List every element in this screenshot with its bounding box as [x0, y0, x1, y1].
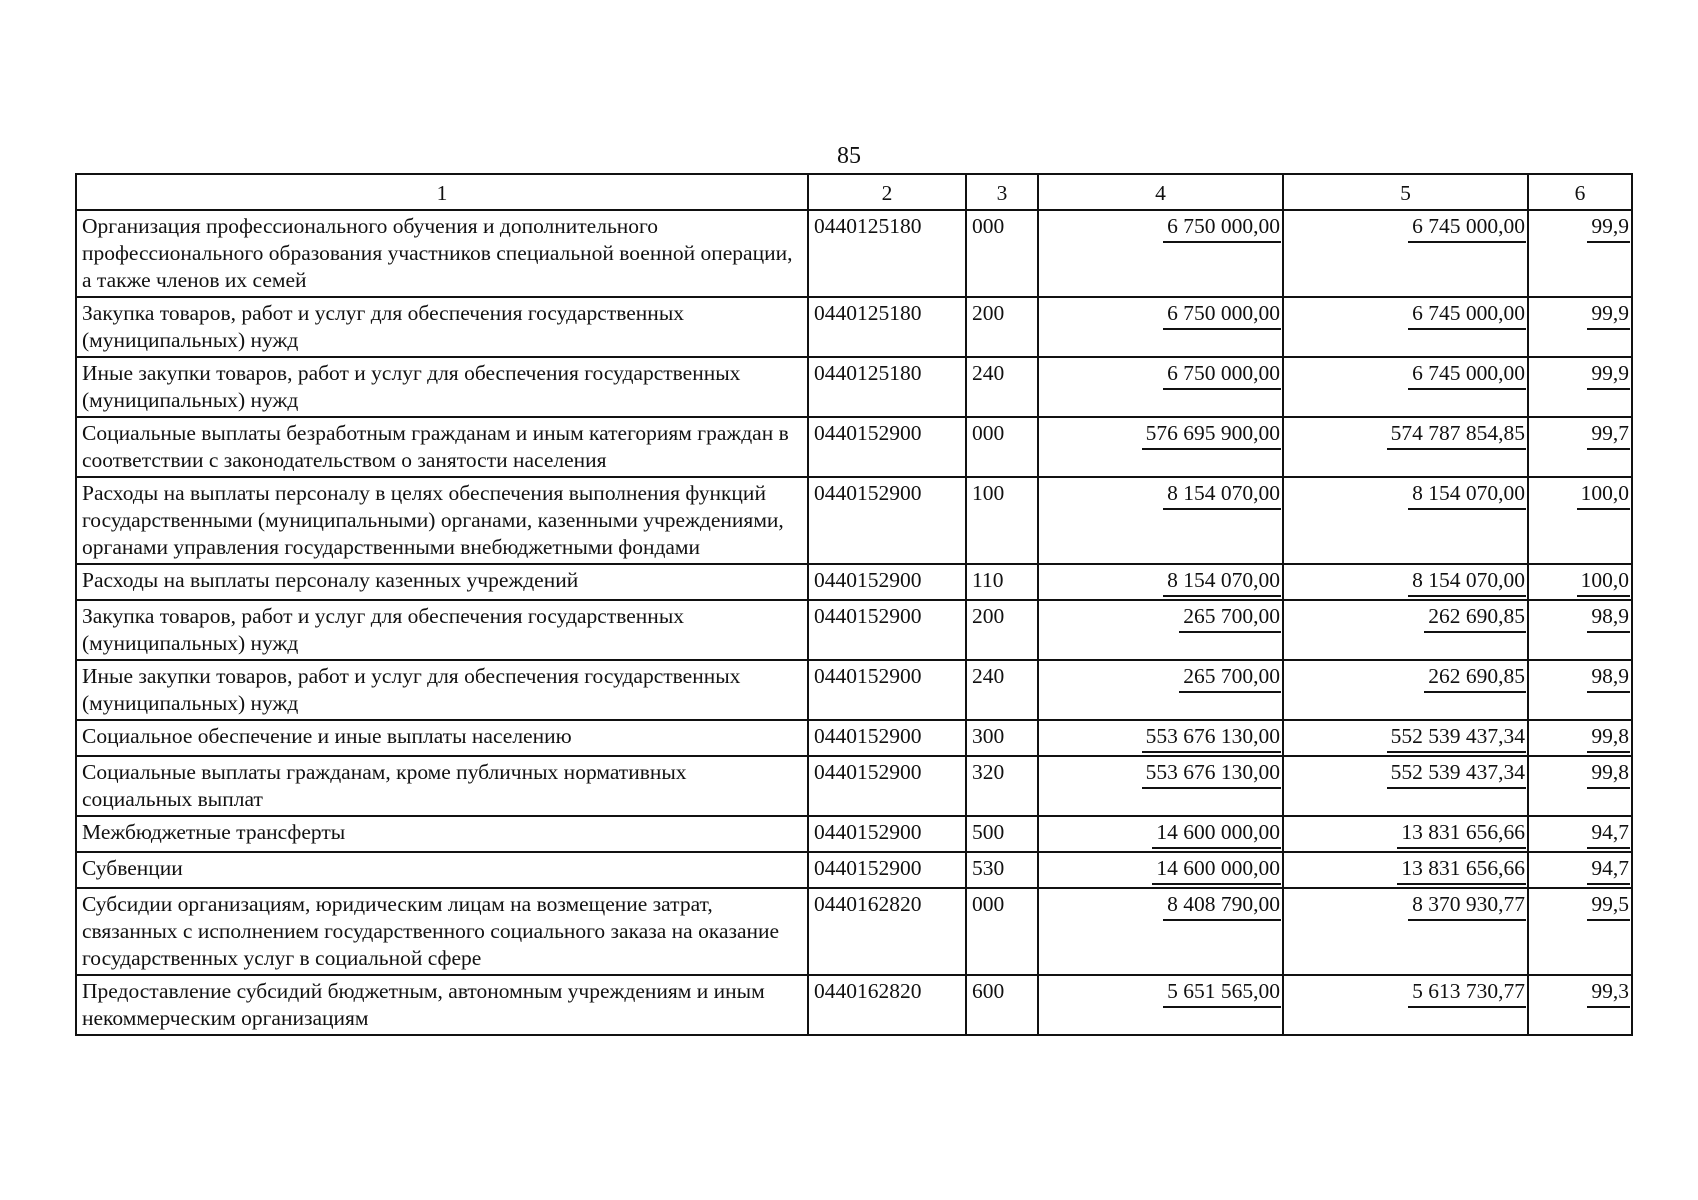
header-col-3: 3 [966, 174, 1038, 210]
table-row [76, 756, 1632, 816]
row-code-cell: 0440162820 [808, 888, 966, 975]
row-plan-cell-value: 265 700,00 [1179, 663, 1281, 693]
row-expense-type-cell: 000 [966, 417, 1038, 477]
row-percent-cell [1528, 357, 1632, 417]
row-name-cell: Субсидии организациям, юридическим лицам на возмещение затрат, связанных с исполнением государственного социального заказа на оказание государственных услуг в социальной сфере [76, 888, 808, 975]
row-percent-cell [1528, 720, 1632, 756]
row-fact-cell-value: 8 370 930,77 [1408, 891, 1526, 921]
row-expense-type-cell: 300 [966, 720, 1038, 756]
row-fact-cell-value: 552 539 437,34 [1387, 723, 1526, 753]
row-plan-cell-value: 5 651 565,00 [1163, 978, 1281, 1008]
row-plan-cell-value: 553 676 130,00 [1142, 759, 1281, 789]
row-plan-cell [1038, 888, 1283, 975]
table-row [76, 477, 1632, 564]
row-percent-cell-value: 100,0 [1577, 567, 1630, 597]
row-percent-cell [1528, 660, 1632, 720]
row-code-cell: 0440152900 [808, 660, 966, 720]
row-percent-cell [1528, 297, 1632, 357]
row-expense-type-cell: 500 [966, 816, 1038, 852]
table-row [76, 816, 1632, 852]
row-plan-cell-value: 553 676 130,00 [1142, 723, 1281, 753]
row-plan-cell-value: 14 600 000,00 [1152, 819, 1281, 849]
row-expense-type-cell: 240 [966, 357, 1038, 417]
row-fact-cell [1283, 756, 1528, 816]
row-expense-type-cell: 200 [966, 297, 1038, 357]
row-name-cell: Межбюджетные трансферты [76, 816, 808, 852]
row-percent-cell [1528, 417, 1632, 477]
row-expense-type-cell: 200 [966, 600, 1038, 660]
row-plan-cell [1038, 297, 1283, 357]
table-row [76, 417, 1632, 477]
row-percent-cell [1528, 852, 1632, 888]
row-plan-cell [1038, 816, 1283, 852]
row-fact-cell [1283, 816, 1528, 852]
row-percent-cell [1528, 477, 1632, 564]
row-code-cell: 0440152900 [808, 600, 966, 660]
row-expense-type-cell: 240 [966, 660, 1038, 720]
row-percent-cell-value: 98,9 [1587, 663, 1630, 693]
page-number: 85 [837, 143, 861, 169]
row-fact-cell-value: 6 745 000,00 [1408, 213, 1526, 243]
row-fact-cell [1283, 600, 1528, 660]
row-percent-cell-value: 94,7 [1587, 855, 1630, 885]
row-percent-cell-value: 99,9 [1587, 300, 1630, 330]
row-name-cell: Социальное обеспечение и иные выплаты населению [76, 720, 808, 756]
header-col-4: 4 [1038, 174, 1283, 210]
row-code-cell: 0440152900 [808, 477, 966, 564]
row-percent-cell-value: 99,9 [1587, 213, 1630, 243]
row-fact-cell [1283, 852, 1528, 888]
row-fact-cell-value: 8 154 070,00 [1408, 567, 1526, 597]
table-row [76, 660, 1632, 720]
row-expense-type-cell: 000 [966, 888, 1038, 975]
row-name-cell: Расходы на выплаты персоналу в целях обеспечения выполнения функций государственными (муниципальными) органами, казенными учреждениями, органами управления государственными внебюджетными фондами [76, 477, 808, 564]
row-percent-cell-value: 94,7 [1587, 819, 1630, 849]
row-fact-cell-value: 262 690,85 [1424, 603, 1526, 633]
row-fact-cell-value: 574 787 854,85 [1387, 420, 1526, 450]
row-fact-cell [1283, 210, 1528, 297]
row-percent-cell [1528, 816, 1632, 852]
table-row [76, 888, 1632, 975]
row-code-cell: 0440125180 [808, 210, 966, 297]
row-name-cell: Организация профессионального обучения и дополнительного профессионального образования участников специальной военной операции, а также членов их семей [76, 210, 808, 297]
row-plan-cell [1038, 720, 1283, 756]
row-expense-type-cell: 530 [966, 852, 1038, 888]
row-percent-cell-value: 98,9 [1587, 603, 1630, 633]
row-fact-cell-value: 8 154 070,00 [1408, 480, 1526, 510]
row-plan-cell-value: 265 700,00 [1179, 603, 1281, 633]
row-percent-cell-value: 100,0 [1577, 480, 1630, 510]
row-plan-cell [1038, 660, 1283, 720]
row-plan-cell-value: 6 750 000,00 [1163, 360, 1281, 390]
row-expense-type-cell: 320 [966, 756, 1038, 816]
table-row [76, 210, 1632, 297]
table-row [76, 975, 1632, 1035]
row-plan-cell-value: 8 154 070,00 [1163, 567, 1281, 597]
row-code-cell: 0440152900 [808, 756, 966, 816]
table-row [76, 720, 1632, 756]
row-plan-cell [1038, 477, 1283, 564]
row-fact-cell-value: 6 745 000,00 [1408, 360, 1526, 390]
row-name-cell: Расходы на выплаты персоналу казенных учреждений [76, 564, 808, 600]
row-name-cell: Социальные выплаты безработным гражданам и иным категориям граждан в соответствии с законодательством о занятости населения [76, 417, 808, 477]
row-plan-cell [1038, 600, 1283, 660]
header-col-5: 5 [1283, 174, 1528, 210]
row-percent-cell-value: 99,7 [1587, 420, 1630, 450]
row-code-cell: 0440125180 [808, 297, 966, 357]
row-expense-type-cell: 600 [966, 975, 1038, 1035]
row-percent-cell-value: 99,8 [1587, 759, 1630, 789]
row-plan-cell-value: 8 154 070,00 [1163, 480, 1281, 510]
row-code-cell: 0440152900 [808, 417, 966, 477]
row-fact-cell-value: 5 613 730,77 [1408, 978, 1526, 1008]
table-row [76, 297, 1632, 357]
row-plan-cell [1038, 357, 1283, 417]
table-body [76, 210, 1632, 1035]
row-percent-cell [1528, 600, 1632, 660]
row-percent-cell [1528, 975, 1632, 1035]
row-plan-cell [1038, 756, 1283, 816]
row-expense-type-cell: 100 [966, 477, 1038, 564]
table-row [76, 564, 1632, 600]
row-code-cell: 0440152900 [808, 852, 966, 888]
header-col-1: 1 [76, 174, 808, 210]
row-percent-cell-value: 99,9 [1587, 360, 1630, 390]
row-fact-cell-value: 262 690,85 [1424, 663, 1526, 693]
row-percent-cell-value: 99,8 [1587, 723, 1630, 753]
row-percent-cell [1528, 888, 1632, 975]
row-fact-cell [1283, 564, 1528, 600]
row-plan-cell [1038, 564, 1283, 600]
row-fact-cell [1283, 720, 1528, 756]
row-fact-cell-value: 13 831 656,66 [1397, 855, 1526, 885]
row-percent-cell-value: 99,3 [1587, 978, 1630, 1008]
row-fact-cell [1283, 297, 1528, 357]
row-fact-cell [1283, 357, 1528, 417]
row-fact-cell [1283, 477, 1528, 564]
row-expense-type-cell: 000 [966, 210, 1038, 297]
row-fact-cell [1283, 888, 1528, 975]
header-col-2: 2 [808, 174, 966, 210]
table-row [76, 852, 1632, 888]
row-code-cell: 0440152900 [808, 564, 966, 600]
row-name-cell: Закупка товаров, работ и услуг для обеспечения государственных (муниципальных) нужд [76, 297, 808, 357]
row-name-cell: Субвенции [76, 852, 808, 888]
row-plan-cell [1038, 210, 1283, 297]
row-percent-cell-value: 99,5 [1587, 891, 1630, 921]
row-code-cell: 0440162820 [808, 975, 966, 1035]
row-name-cell: Иные закупки товаров, работ и услуг для обеспечения государственных (муниципальных) нужд [76, 357, 808, 417]
row-plan-cell-value: 6 750 000,00 [1163, 300, 1281, 330]
row-code-cell: 0440125180 [808, 357, 966, 417]
table-row [76, 600, 1632, 660]
row-fact-cell-value: 13 831 656,66 [1397, 819, 1526, 849]
row-code-cell: 0440152900 [808, 720, 966, 756]
row-name-cell: Социальные выплаты гражданам, кроме публичных нормативных социальных выплат [76, 756, 808, 816]
row-plan-cell [1038, 975, 1283, 1035]
row-plan-cell [1038, 417, 1283, 477]
row-code-cell: 0440152900 [808, 816, 966, 852]
row-expense-type-cell: 110 [966, 564, 1038, 600]
row-fact-cell-value: 6 745 000,00 [1408, 300, 1526, 330]
header-row [76, 174, 1632, 210]
row-percent-cell [1528, 210, 1632, 297]
row-plan-cell-value: 8 408 790,00 [1163, 891, 1281, 921]
row-percent-cell [1528, 564, 1632, 600]
row-plan-cell [1038, 852, 1283, 888]
row-fact-cell [1283, 660, 1528, 720]
budget-execution-table [75, 173, 1633, 1036]
row-plan-cell-value: 576 695 900,00 [1142, 420, 1281, 450]
row-fact-cell [1283, 417, 1528, 477]
row-fact-cell [1283, 975, 1528, 1035]
row-plan-cell-value: 6 750 000,00 [1163, 213, 1281, 243]
table-row [76, 357, 1632, 417]
header-col-6: 6 [1528, 174, 1632, 210]
row-fact-cell-value: 552 539 437,34 [1387, 759, 1526, 789]
row-name-cell: Иные закупки товаров, работ и услуг для обеспечения государственных (муниципальных) нужд [76, 660, 808, 720]
row-plan-cell-value: 14 600 000,00 [1152, 855, 1281, 885]
row-name-cell: Предоставление субсидий бюджетным, автономным учреждениям и иным некоммерческим организациям [76, 975, 808, 1035]
row-percent-cell [1528, 756, 1632, 816]
row-name-cell: Закупка товаров, работ и услуг для обеспечения государственных (муниципальных) нужд [76, 600, 808, 660]
